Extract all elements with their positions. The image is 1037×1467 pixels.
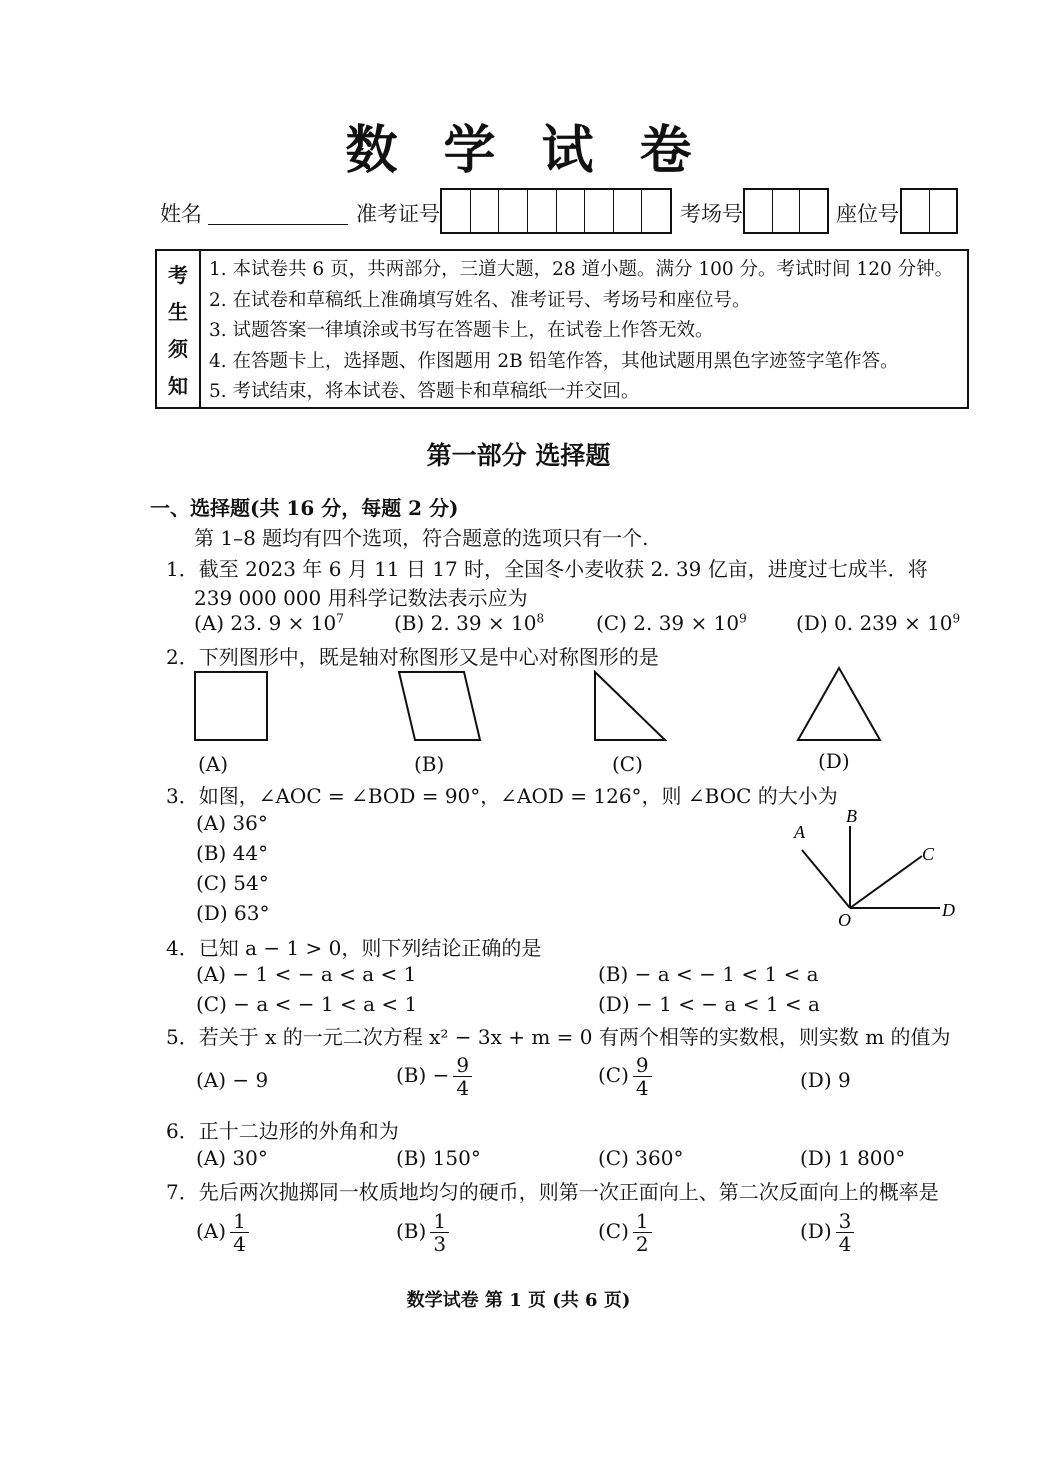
notice-item: 5. 考试结束，将本试卷、答题卡和草稿纸一并交回。 (209, 381, 640, 402)
seat-label: 座位号 (836, 202, 899, 226)
q3-stem: 3．如图，∠AOC = ∠BOD = 90°，∠AOD = 126°，则 ∠BOC 的大小为 (166, 784, 838, 808)
q2-label-a: (A) (198, 752, 229, 776)
q2-figures (150, 664, 910, 746)
q3-option-b: (B) 44° (196, 841, 269, 865)
q7-option-d: (D) $\frac{3}{4}$ (800, 1210, 854, 1255)
ticket-number-boxes[interactable] (440, 188, 672, 234)
parallelogram-figure (399, 672, 480, 740)
room-label: 考场号 (680, 202, 743, 226)
q2-label-c: (C) (612, 752, 643, 776)
page-title: 数学试卷 (345, 120, 738, 181)
q1-option-d: (D) 0. $239 \times 10^9$ (796, 611, 961, 635)
page-footer: 数学试卷 第 1 页 (共 6 页) (406, 1290, 631, 1311)
q4-option-c: (C) − a < − 1 < a < 1 (196, 992, 418, 1016)
q3-angle-diagram (780, 800, 970, 935)
section-heading: 一、选择题(共 16 分，每题 2 分) (150, 496, 459, 520)
q5-stem: 5．若关于 x 的一元二次方程 x² − 3x + m = 0 有两个相等的实数根，则实数 m 的值为 (166, 1025, 951, 1049)
q6-option-d: (D) 1 800° (800, 1146, 906, 1170)
name-field[interactable] (208, 224, 348, 225)
notice-item: 2. 在试卷和草稿纸上准确填写姓名、准考证号、考场号和座位号。 (209, 289, 751, 311)
q7-option-a: (A) $\frac{1}{4}$ (196, 1210, 249, 1255)
point-c-label: C (922, 844, 935, 864)
q3-option-a: (A) 36° (196, 811, 268, 835)
q1-stem-line2: 239 000 000 用科学记数法表示应为 (194, 586, 528, 610)
q4-option-b: (B) − a < − 1 < 1 < a (598, 962, 819, 986)
candidate-notice-box (155, 249, 969, 409)
q3-option-d: (D) 63° (196, 901, 270, 925)
equilateral-triangle-figure (798, 668, 880, 740)
notice-item: 3. 试题答案一律填涂或书写在答题卡上，在试卷上作答无效。 (209, 320, 714, 341)
q7-option-b: (B) $\frac{1}{3}$ (396, 1210, 449, 1255)
section-intro: 第 1–8 题均有四个选项，符合题意的选项只有一个. (194, 526, 649, 550)
q1-stem-line1: 1．截至 2023 年 6 月 11 日 17 时，全国冬小麦收获 2. 39 亿亩，进度过七成半．将 (166, 557, 928, 581)
q7-stem: 7．先后两次抛掷同一枚质地均匀的硬币，则第一次正面向上、第二次反面向上的概率是 (166, 1180, 939, 1204)
ray-oa (802, 850, 850, 908)
notice-item: 1. 本试卷共 6 页，共两部分，三道大题，28 道小题。满分 100 分。考试时间 120 分钟。 (209, 259, 954, 280)
room-number-boxes[interactable] (743, 188, 829, 234)
q7-option-c: (C) $\frac{1}{2}$ (598, 1210, 652, 1255)
point-o-label: O (838, 910, 851, 930)
q6-stem: 6．正十二边形的外角和为 (166, 1119, 399, 1143)
q1-option-a: (A) 23. $9 \times 10^7$ (194, 611, 344, 635)
ray-oc (850, 856, 922, 908)
notice-list (201, 251, 967, 407)
name-label: 姓名 (160, 202, 202, 226)
notice-item: 4. 在答题卡上，选择题、作图题用 2B 铅笔作答，其他试题用黑色字迹签字笔作答。 (209, 350, 899, 372)
q2-label-b: (B) (414, 752, 445, 776)
q4-stem: 4．已知 a − 1 > 0，则下列结论正确的是 (166, 936, 542, 960)
point-a-label: A (794, 822, 805, 842)
q2-stem: 2．下列图形中，既是轴对称图形又是中心对称图形的是 (166, 645, 659, 669)
right-triangle-figure (595, 672, 665, 740)
notice-heading: 考 生 须 知 (157, 251, 201, 407)
square-figure (195, 672, 267, 740)
q3-option-c: (C) 54° (196, 871, 269, 895)
q6-option-a: (A) 30° (196, 1146, 268, 1170)
point-d-label: D (942, 900, 955, 920)
ticket-label: 准考证号 (356, 202, 440, 226)
q1-option-b: (B) 2. $39 \times 10^8$ (394, 611, 545, 635)
q1-option-c: (C) 2. $39 \times 10^9$ (596, 611, 747, 635)
point-b-label: B (846, 806, 857, 826)
part-title: 第一部分 选择题 (426, 441, 611, 470)
q4-option-d: (D) − 1 < − a < 1 < a (598, 992, 820, 1016)
q4-option-a: (A) − 1 < − a < a < 1 (196, 962, 417, 986)
q5-option-a: (A) − 9 (196, 1068, 269, 1092)
q5-option-c: (C) $\frac{9}{4}$ (598, 1054, 652, 1099)
q5-option-b: (B) − $\frac{9}{4}$ (396, 1054, 472, 1099)
q2-label-d: (D) (818, 749, 850, 773)
q6-option-c: (C) 360° (598, 1146, 684, 1170)
q5-option-d: (D) 9 (800, 1068, 851, 1092)
q6-option-b: (B) 150° (396, 1146, 481, 1170)
seat-number-boxes[interactable] (900, 188, 958, 234)
